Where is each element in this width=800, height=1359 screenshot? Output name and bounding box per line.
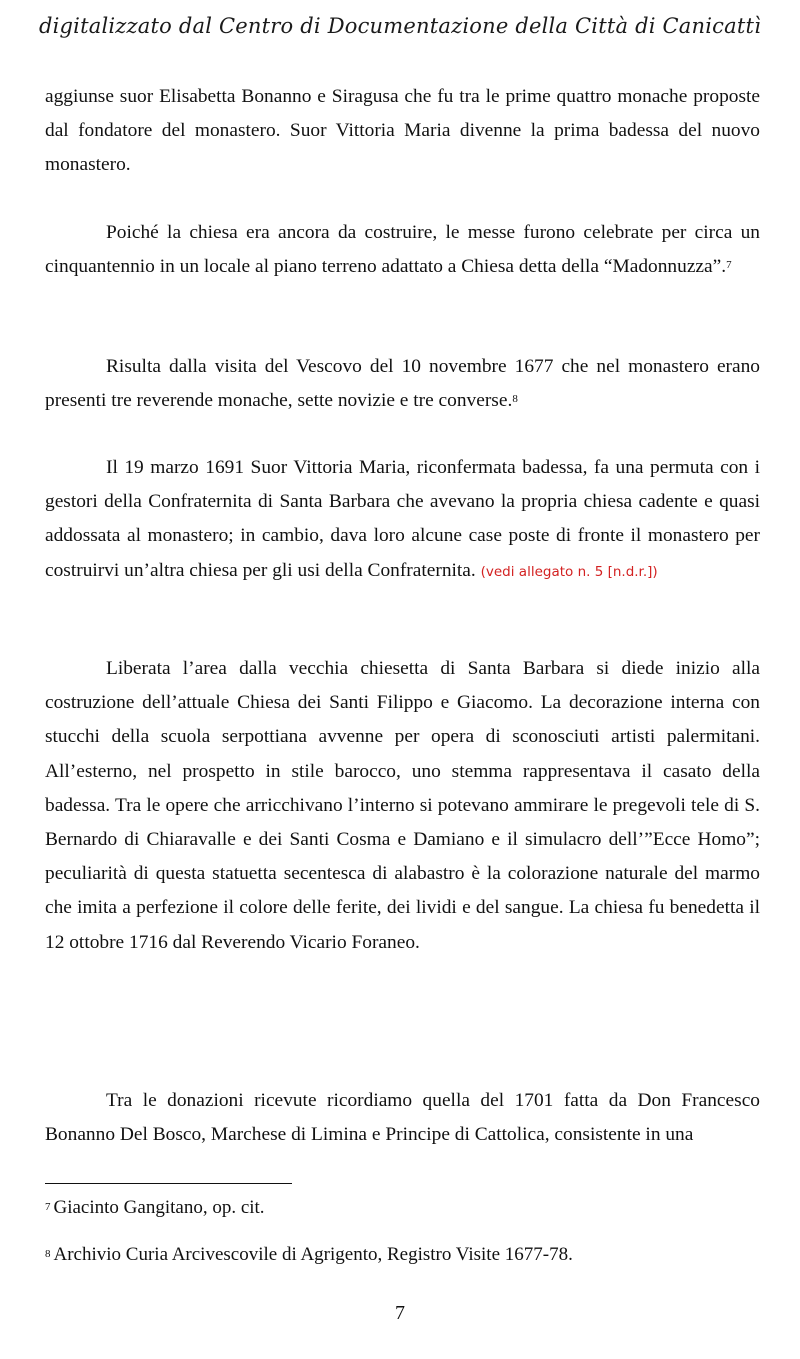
footnote-ref-8[interactable]: 8 [512, 393, 518, 406]
footnote-7-text: Giacinto Gangitano, op. cit. [53, 1197, 265, 1218]
footnote-ref-7[interactable]: 7 [726, 259, 732, 272]
paragraph-6 [45, 1084, 760, 1152]
paragraph-2 [45, 216, 760, 284]
paragraph-4-text: Il 19 marzo 1691 Suor Vittoria Maria, riconfermata badessa, fa una permuta con i gestori della Confraternita di Santa Barbara che avevano la propria chiesa cadente e quasi addossata al monastero; in cambio, dava loro alcune case poste di fronte il monastero per costruirvi un’altra chiesa per gli usi della Confraternita. [45, 457, 760, 581]
paragraph-6-text: Tra le donazioni ricevute ricordiamo quella del 1701 fatta da Don Francesco Bonanno Del Bosco, Marchese di Limina e Principe di Cattolica, consistente in una [45, 1090, 760, 1146]
paragraph-1-text: aggiunse suor Elisabetta Bonanno e Siragusa che fu tra le prime quattro monache proposte dal fondatore del monastero. Suor Vittoria Maria divenne la prima badessa del nuovo monastero. [45, 86, 760, 176]
page-header: digitalizzato dal Centro di Documentazione della Città di Canicattì [38, 14, 762, 38]
paragraph-2-text: Poiché la chiesa era ancora da costruire, le messe furono celebrate per circa un cinquantennio in un locale al piano terreno adattato a Chiesa detta della “Madonnuzza”. [45, 222, 760, 278]
paragraph-3 [45, 350, 760, 418]
paragraph-5-text: Liberata l’area dalla vecchia chiesetta di Santa Barbara si diede inizio alla costruzione dell’attuale Chiesa dei Santi Filippo e Giacomo. La decorazione interna con stucchi della scuola serpottiana avvenne per opera di sconosciuti artisti palermitani. All’esterno, nel prospetto in stile barocco, uno stemma rappresentava il casato della badessa. Tra le opere che arricchivano l’interno si potevano ammirare le pregevoli tele di S. Bernardo di Chiaravalle e dei Santi Cosma e Damiano e il simulacro dell’”Ecce Homo”; peculiarità di questa statuetta secentesca di alabastro è la colorazione naturale del marmo che imita a perfezione il colore delle ferite, dei lividi e del sangue. La chiesa fu benedetta il 12 ottobre 1716 dal Reverendo Vicario Foraneo. [45, 658, 760, 953]
paragraph-5 [45, 652, 760, 960]
paragraph-4 [45, 451, 760, 589]
footnote-8-text: Archivio Curia Arcivescovile di Agrigento, Registro Visite 1677-78. [53, 1244, 573, 1265]
footnote-7 [45, 1196, 760, 1220]
footnote-divider [45, 1183, 292, 1184]
footnote-8 [45, 1243, 760, 1267]
editor-note: (vedi allegato n. 5 [n.d.r.]) [480, 563, 658, 580]
page-number: 7 [395, 1302, 405, 1324]
footnote-7-number: 7 [45, 1201, 51, 1213]
paragraph-1 [45, 80, 760, 183]
paragraph-3-text: Risulta dalla visita del Vescovo del 10 novembre 1677 che nel monastero erano presenti tre reverende monache, sette novizie e tre converse. [45, 356, 760, 412]
footnote-8-number: 8 [45, 1248, 51, 1260]
